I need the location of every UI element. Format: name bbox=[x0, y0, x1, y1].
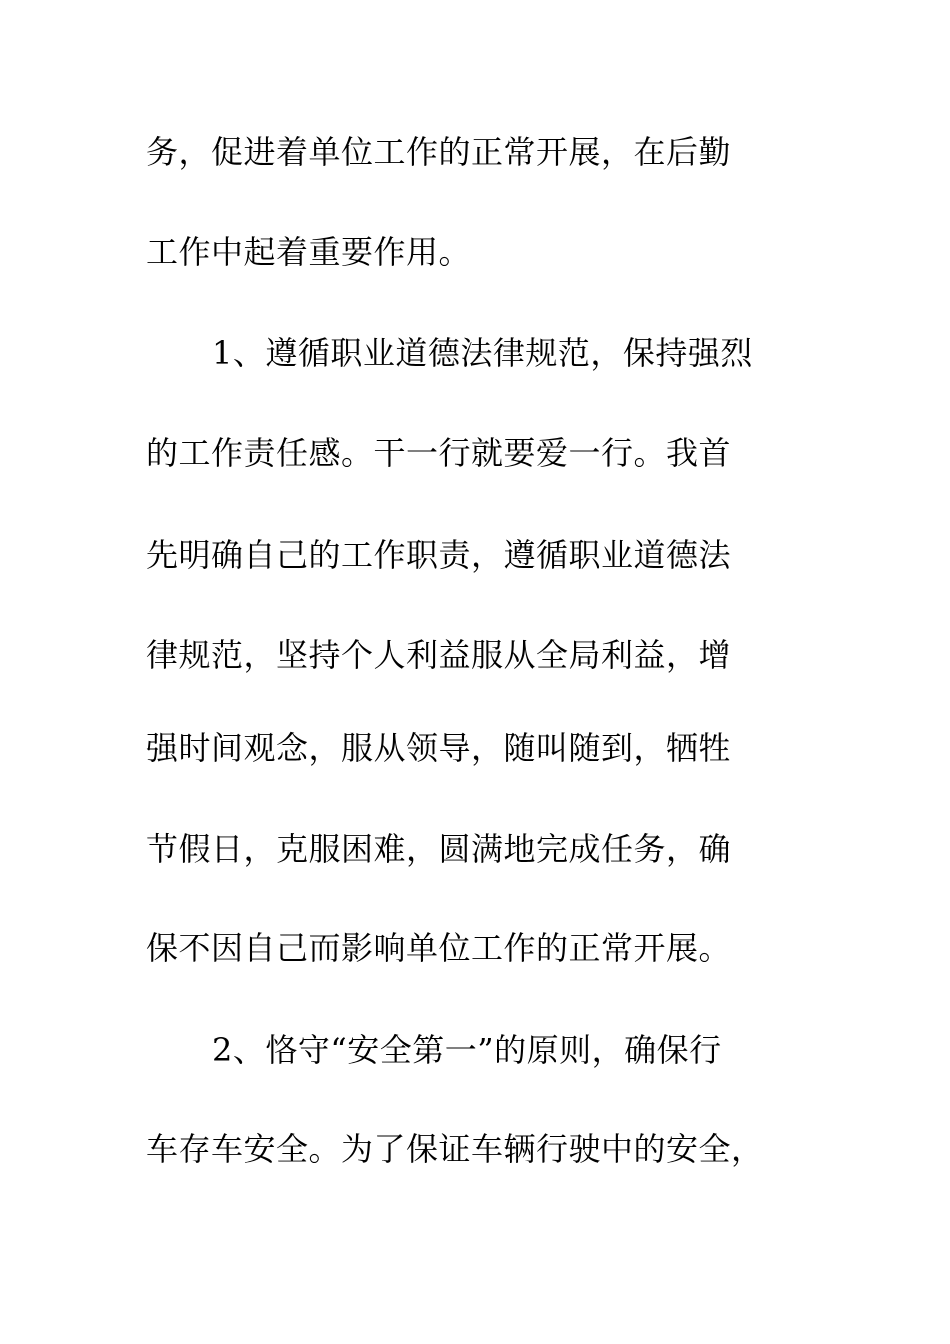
paragraph-line: 律规范，坚持个人利益服从全局利益，增 bbox=[146, 636, 732, 674]
paragraph-line: 工作中起着重要作用。 bbox=[146, 233, 472, 271]
paragraph-line: 的工作责任感。干一行就要爱一行。我首 bbox=[146, 434, 732, 472]
paragraph-line: 务，促进着单位工作的正常开展，在后勤 bbox=[146, 133, 732, 171]
paragraph-line: 1、遵循职业道德法律规范，保持强烈 bbox=[212, 334, 753, 372]
paragraph-line: 强时间观念，服从领导，随叫随到，牺牲 bbox=[146, 729, 732, 767]
paragraph-line: 先明确自己的工作职责，遵循职业道德法 bbox=[146, 536, 732, 574]
paragraph-line: 节假日，克服困难，圆满地完成任务，确 bbox=[146, 830, 732, 868]
paragraph-line: 保不因自己而影响单位工作的正常开展。 bbox=[146, 929, 732, 967]
paragraph-line: 车存车安全。为了保证车辆行驶中的安全， bbox=[146, 1130, 764, 1168]
paragraph-line: 2、恪守“安全第一”的原则，确保行 bbox=[212, 1031, 722, 1069]
